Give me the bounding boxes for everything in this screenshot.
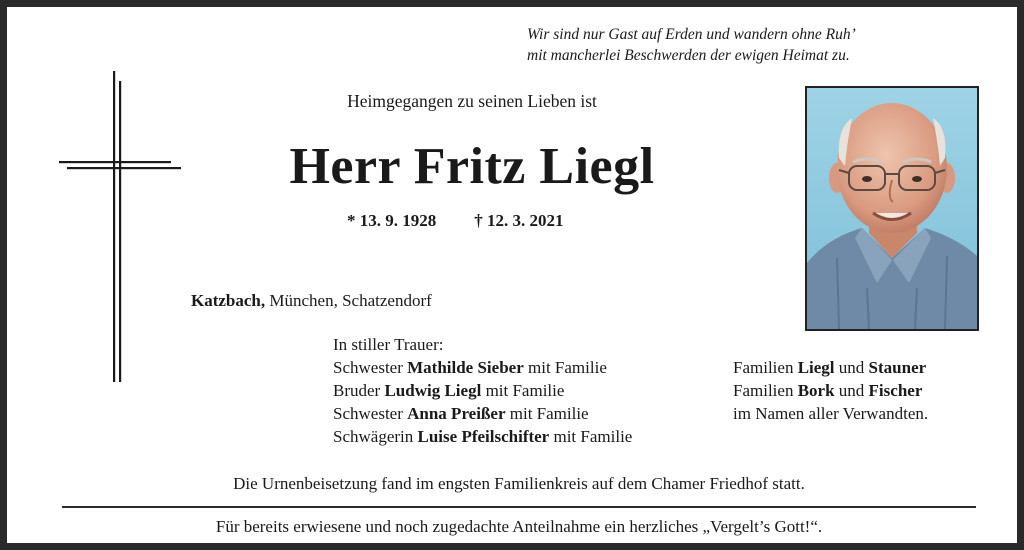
mourner-name: Luise Pfeilschifter — [417, 427, 550, 446]
place-others: München, Schatzendorf — [265, 291, 432, 310]
relation-suffix: mit Familie — [505, 404, 589, 423]
list-item — [733, 379, 928, 402]
mourner-name: Ludwig Liegl — [384, 381, 482, 400]
families-list — [733, 356, 928, 425]
list-item — [733, 356, 928, 379]
list-item — [333, 402, 632, 425]
families-label: Familien — [733, 358, 798, 377]
list-item — [333, 379, 632, 402]
quote-line-2: mit mancherlei Beschwerden der ewigen Heimat zu. — [527, 47, 850, 64]
quote-line-1: Wir sind nur Gast auf Erden und wandern ohne Ruh’ — [527, 26, 856, 43]
family-name: Bork — [797, 381, 835, 400]
list-item — [333, 425, 632, 448]
urn-notice: Die Urnenbeisetzung fand im engsten Familienkreis auf dem Chamer Friedhof statt. — [233, 474, 805, 493]
cross-icon — [57, 71, 187, 386]
divider — [62, 506, 976, 508]
places-line — [191, 291, 432, 311]
relation-suffix: mit Familie — [523, 358, 607, 377]
portrait-photo — [805, 86, 979, 331]
family-name: Fischer — [868, 381, 923, 400]
conjunction: und — [834, 381, 869, 400]
deceased-name: Herr Fritz Liegl — [289, 138, 655, 195]
list-item: im Namen aller Verwandten. — [733, 404, 929, 423]
mourner-name: Mathilde Sieber — [407, 358, 524, 377]
birth-date: * 13. 9. 1928 — [347, 211, 437, 230]
mourners-heading: In stiller Trauer: — [333, 335, 444, 354]
death-date: † 12. 3. 2021 — [474, 211, 564, 230]
thanks-text: Für bereits erwiesene und noch zugedachte Anteilnahme ein herzliches „Vergelt’s Gott!“. — [215, 517, 823, 536]
relation-suffix: mit Familie — [481, 381, 565, 400]
family-name: Liegl — [797, 358, 835, 377]
families-label: Familien — [733, 381, 798, 400]
quote-block — [527, 24, 947, 66]
family-name: Stauner — [868, 358, 927, 377]
relation-label: Schwägerin — [333, 427, 418, 446]
relation-suffix: mit Familie — [549, 427, 633, 446]
relation-label: Schwester — [333, 404, 408, 423]
relation-label: Schwester — [333, 358, 408, 377]
mourner-name: Anna Preißer — [407, 404, 506, 423]
place-primary: Katzbach, — [191, 291, 266, 310]
mourners-list — [333, 333, 632, 448]
life-dates — [347, 211, 564, 231]
list-item — [333, 356, 632, 379]
conjunction: und — [834, 358, 869, 377]
intro-text: Heimgegangen zu seinen Lieben ist — [347, 91, 597, 111]
relation-label: Bruder — [333, 381, 385, 400]
